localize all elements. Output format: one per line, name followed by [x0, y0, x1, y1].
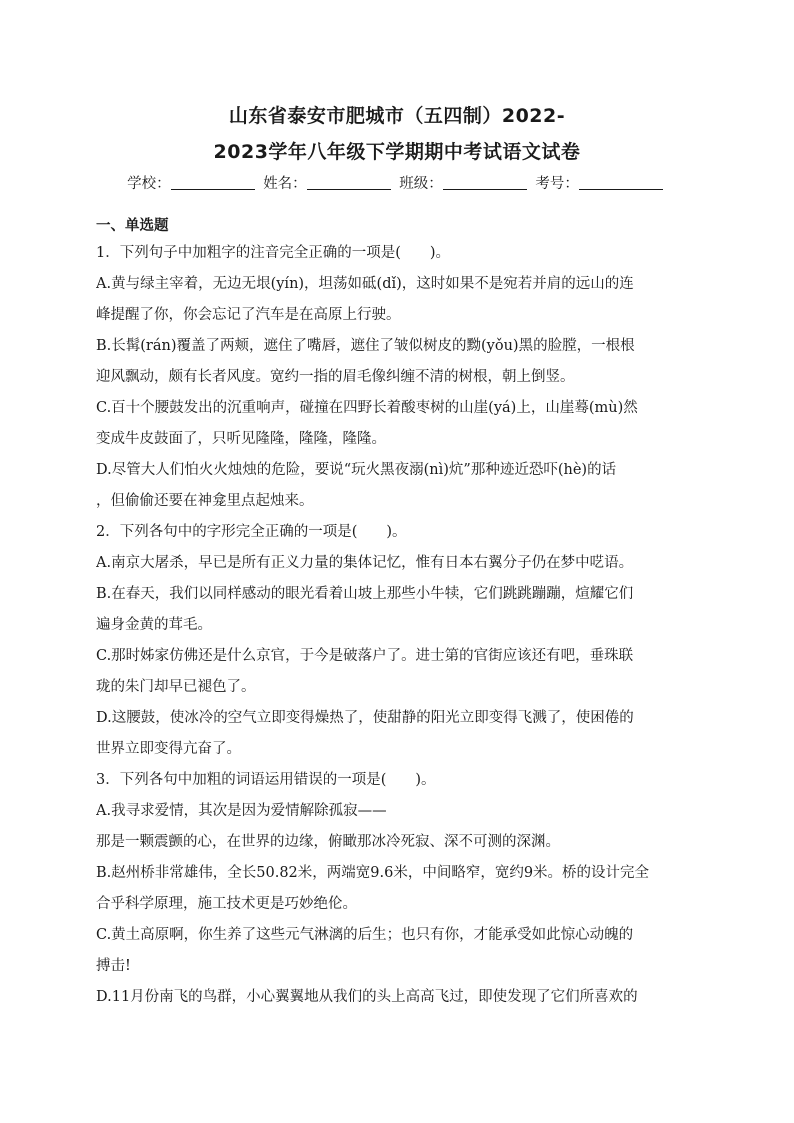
exam-number-label: 考号：: [535, 176, 579, 192]
class-blank: [443, 175, 527, 190]
text-line: 搏击!: [96, 958, 131, 974]
text-line: 2．下列各句中的字形完全正确的一项是( )。: [96, 524, 407, 540]
class-label: 班级：: [399, 176, 443, 192]
text-line: B.在春天，我们以同样感动的眼光看着山坡上那些小牛犊，它们跳跳蹦蹦，煊耀它们: [96, 586, 634, 602]
exam-number-blank: [579, 175, 663, 190]
text-line: D.这腰鼓，使冰冷的空气立即变得燥热了，使甜静的阳光立即变得飞溅了，使困倦的: [96, 710, 634, 726]
text-line: A.南京大屠杀，早已是所有正义力量的集体记忆，惟有日本右翼分子仍在梦中呓语。: [96, 555, 634, 571]
name-blank: [307, 175, 391, 190]
text-line: 3．下列各句中加粗的词语运用错误的一项是( )。: [96, 772, 436, 788]
school-blank: [171, 175, 255, 190]
text-line: B.赵州桥非常雄伟，全长50.82米，两端宽9.6米，中间略窄，宽约9米。桥的设计完全: [96, 865, 650, 881]
student-info-row: [0, 172, 794, 193]
text-line: A.黄与绿主宰着，无边无垠(yín)，坦荡如砥(dǐ)，这时如果不是宛若并肩的远山的连: [96, 276, 634, 292]
exam-title-line-2: 2023学年八年级下学期期中考试语文试卷: [213, 141, 581, 163]
name-label: 姓名：: [263, 176, 307, 192]
text-line: D.11月份南飞的鸟群，小心翼翼地从我们的头上高高飞过，即使发现了它们所喜欢的: [96, 989, 638, 1005]
question-content: [96, 214, 700, 1013]
text-line: 1．下列句子中加粗字的注音完全正确的一项是( )。: [96, 245, 451, 261]
text-line: 变成牛皮鼓面了，只听见隆隆，隆隆，隆隆。: [96, 431, 386, 447]
section-title: 一、单选题: [96, 218, 169, 234]
text-line: ，但偷偷还要在神龛里点起烛来。: [96, 493, 314, 509]
school-label: 学校：: [127, 176, 171, 192]
text-line: B.长髯(rán)覆盖了两颊，遮住了嘴唇，遮住了皱似树皮的黝(yǒu)黑的脸膛，一根根: [96, 338, 635, 354]
text-line: 珑的朱门却早已褪色了。: [96, 679, 256, 695]
text-line: 合乎科学原理，施工技术更是巧妙绝伦。: [96, 896, 357, 912]
text-line: 峰提醒了你，你会忘记了汽车是在高原上行驶。: [96, 307, 401, 323]
text-line: A.我寻求爱情，其次是因为爱情解除孤寂——: [96, 803, 387, 819]
text-line: 世界立即变得亢奋了。: [96, 741, 241, 757]
text-line: D.尽管大人们怕火火烛烛的危险，要说“玩火黑夜溺(nì)炕”那种迹近恐吓(hè)的话: [96, 462, 617, 478]
text-line: 遍身金黄的茸毛。: [96, 617, 212, 633]
text-line: C.黄土高原啊，你生养了这些元气淋漓的后生；也只有你，才能承受如此惊心动魄的: [96, 927, 634, 943]
exam-title-line-1: 山东省泰安市肥城市（五四制）2022-: [228, 105, 566, 127]
text-line: 那是一颗震颤的心，在世界的边缘，俯瞰那冰冷死寂、深不可测的深渊。: [96, 834, 560, 850]
text-line: C.那时姊家仿佛还是什么京官，于今是破落户了。进士第的官街应该还有吧，垂珠联: [96, 648, 634, 664]
text-line: C.百十个腰鼓发出的沉重响声，碰撞在四野长着酸枣树的山崖(yá)上，山崖蓦(mù)然: [96, 400, 638, 416]
text-line: 迎风飘动，颇有长者风度。宽约一指的眉毛像纠缠不清的树根，朝上倒竖。: [96, 369, 575, 385]
